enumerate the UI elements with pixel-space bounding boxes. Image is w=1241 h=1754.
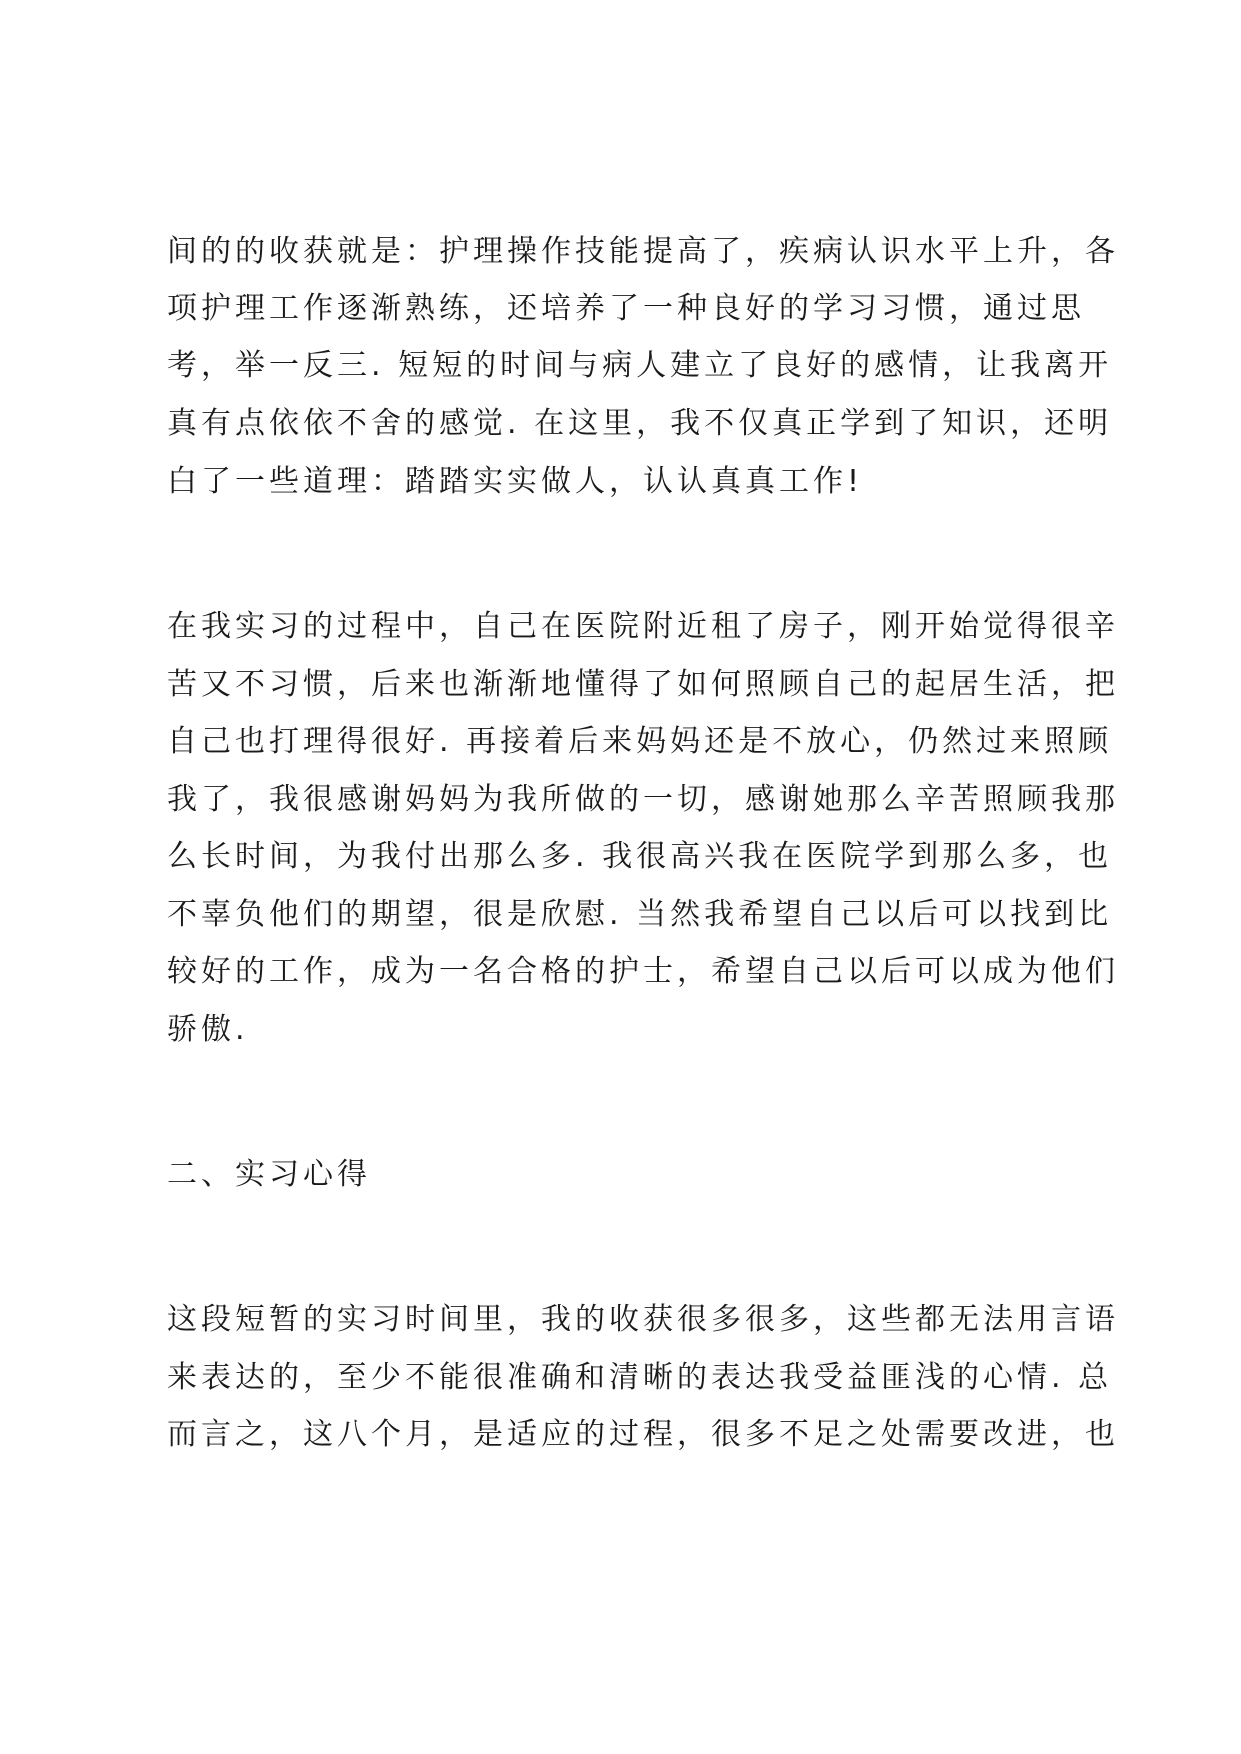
text-line: 考，举一反三. 短短的时间与病人建立了良好的感情，让我离开 [167,348,1113,383]
text-line: 我了，我很感谢妈妈为我所做的一切，感谢她那么辛苦照顾我那 [167,782,1119,817]
text-line: 么长时间，为我付出那么多. 我很高兴我在医院学到那么多，也 [167,839,1113,874]
section-heading: 二、实习心得 [167,1157,371,1192]
text-line: 真有点依依不舍的感觉. 在这里，我不仅真正学到了知识，还明 [167,406,1113,441]
text-line: 骄傲. [167,1012,249,1047]
text-line: 而言之，这八个月，是适应的过程，很多不足之处需要改进，也 [167,1417,1119,1452]
text-line: 在我实习的过程中，自己在医院附近租了房子，刚开始觉得很辛 [167,609,1119,644]
text-line: 苦又不习惯，后来也渐渐地懂得了如何照顾自己的起居生活，把 [167,667,1119,702]
text-line: 白了一些道理：踏踏实实做人，认认真真工作! [167,464,864,499]
text-line: 间的的收获就是：护理操作技能提高了，疾病认识水平上升，各 [167,234,1119,269]
text-line: 不辜负他们的期望，很是欣慰. 当然我希望自己以后可以找到比 [167,897,1113,932]
text-line: 自己也打理得很好. 再接着后来妈妈还是不放心，仍然过来照顾 [167,724,1113,759]
text-line: 这段短暂的实习时间里，我的收获很多很多，这些都无法用言语 [167,1302,1119,1337]
text-line: 较好的工作，成为一名合格的护士，希望自己以后可以成为他们 [167,954,1119,989]
text-line: 项护理工作逐渐熟练，还培养了一种良好的学习习惯，通过思 [167,291,1085,326]
text-line: 来表达的，至少不能很准确和清晰的表达我受益匪浅的心情. 总 [167,1360,1113,1395]
